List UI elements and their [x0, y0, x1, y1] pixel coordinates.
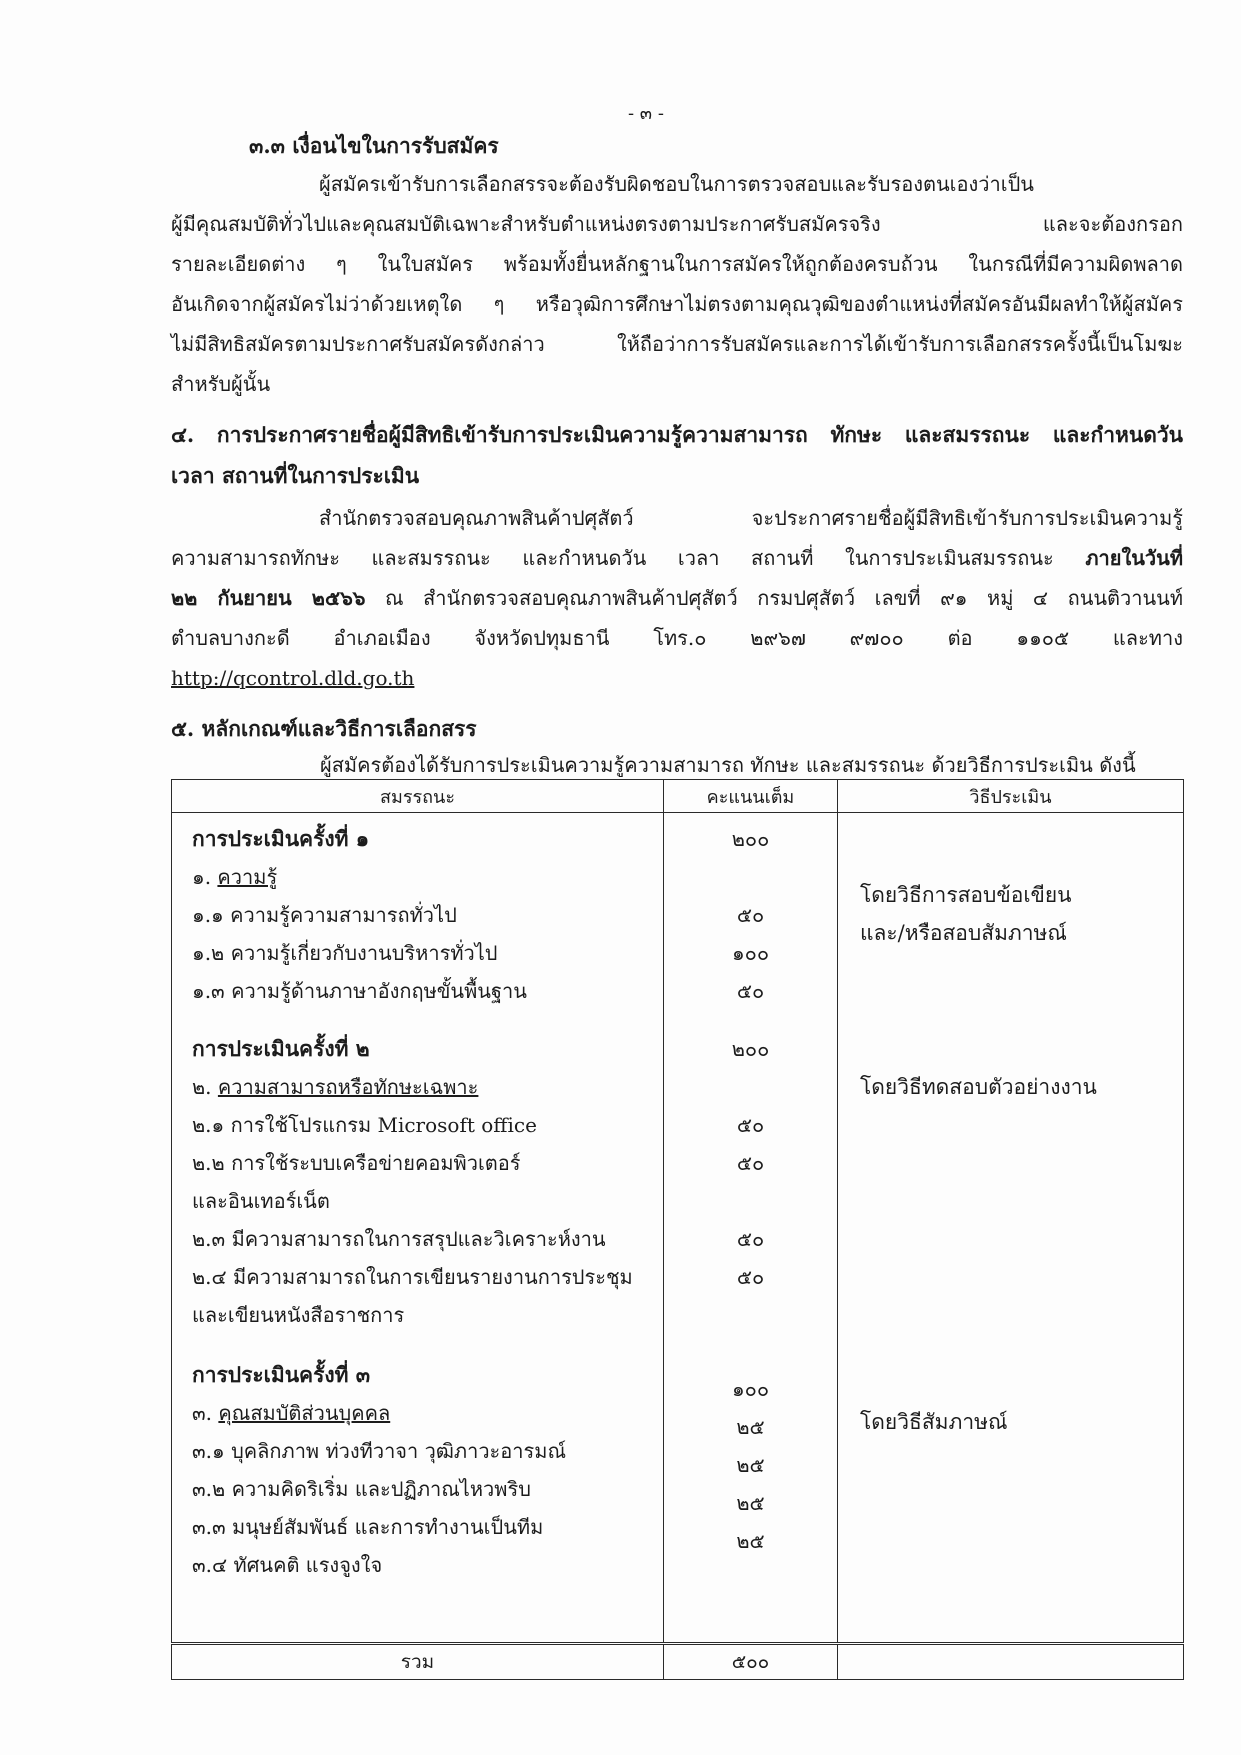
item-2-3-score: ๕๐ [736, 1227, 765, 1251]
paragraph-line: ผู้สมัครเข้ารับการเลือกสรรจะต้องรับผิดชอบในการตรวจสอบและรับรองตนเองว่าเป็น [319, 172, 1034, 196]
method-round-1: โดยวิธีการสอบข้อเขียน [860, 883, 1072, 907]
item-3-3: ๓.๓ มนุษย์สัมพันธ์ และการทำงานเป็นทีม [192, 1515, 544, 1539]
item-1-2-score: ๑๐๐ [731, 941, 770, 965]
competency-column [172, 813, 664, 1644]
paragraph-line [171, 578, 1183, 618]
paragraph-text: ความสามารถทักษะ และสมรรถนะ และกำหนดวัน เวลา สถานที่ ในการประเมินสมรรถนะ [171, 546, 1086, 570]
round-2-score: ๒๐๐ [731, 1037, 770, 1061]
item-3-2-score: ๒๕ [736, 1453, 765, 1477]
item-1-3-score: ๕๐ [736, 979, 765, 1003]
group-number: ๒. [192, 1075, 218, 1099]
table-header-row [172, 780, 1184, 813]
paragraph-line [171, 658, 1183, 698]
section-4-body [171, 498, 1183, 698]
method-round-3: โดยวิธีสัมภาษณ์ [860, 1410, 1008, 1434]
item-3-2: ๓.๒ ความคิดริเริ่ม และปฏิภาณไหวพริบ [192, 1477, 531, 1501]
item-2-2-score: ๕๐ [736, 1151, 765, 1175]
method-round-1-cont: และ/หรือสอบสัมภาษณ์ [860, 921, 1067, 945]
score-column [664, 813, 838, 1644]
item-3-4: ๓.๔ ทัศนคติ แรงจูงใจ [192, 1553, 383, 1577]
item-2-4: ๒.๔ มีความสามารถในการเขียนรายงานการประชุม [192, 1265, 633, 1289]
method-column [838, 813, 1184, 1644]
paragraph-line: รายละเอียดต่าง ๆ ในใบสมัคร พร้อมทั้งยื่นหลักฐานในการสมัครให้ถูกต้องครบถ้วน ในกรณีที่มีความผิดพลาด [171, 252, 1183, 276]
header-method: วิธีประเมิน [838, 780, 1184, 813]
section-5-intro: ผู้สมัครต้องได้รับการประเมินความรู้ความสามารถ ทักษะ และสมรรถนะ ด้วยวิธีการประเมิน ดังนี้ [320, 753, 1136, 777]
table-body-row [172, 813, 1184, 1644]
round-3-group [192, 1397, 390, 1429]
item-3-4-score: ๒๕ [736, 1529, 765, 1553]
method-round-2: โดยวิธีทดสอบตัวอย่างงาน [860, 1075, 1097, 1099]
paragraph-line [171, 538, 1183, 578]
paragraph-line: ตำบลบางกะดี อำเภอเมือง จังหวัดปทุมธานี โทร.๐ ๒๙๖๗ ๙๗๐๐ ต่อ ๑๑๐๕ และทาง [171, 626, 1183, 650]
item-3-1-score: ๒๕ [736, 1415, 765, 1439]
paragraph-line: ผู้มีคุณสมบัติทั่วไปและคุณสมบัติเฉพาะสำหรับตำแหน่งตรงตามประกาศรับสมัครจริง และจะต้องกรอก [171, 212, 1183, 236]
round-3-score: ๑๐๐ [731, 1377, 770, 1401]
item-1-1-score: ๕๐ [736, 903, 765, 927]
round-1-score: ๒๐๐ [731, 827, 770, 851]
item-1-1: ๑.๑ ความรู้ความสามารถทั่วไป [192, 903, 457, 927]
group-label: ความสามารถหรือทักษะเฉพาะ [217, 1075, 479, 1099]
paragraph-line: สำนักตรวจสอบคุณภาพสินค้าปศุสัตว์ จะประกาศรายชื่อผู้มีสิทธิเข้ารับการประเมินความรู้ [319, 506, 1183, 530]
item-2-1: ๒.๑ การใช้โปรแกรม Microsoft office [192, 1113, 537, 1137]
item-2-1-score: ๕๐ [736, 1113, 765, 1137]
section-5-heading: ๕. หลักเกณฑ์และวิธีการเลือกสรร [171, 716, 477, 741]
item-3-1: ๓.๑ บุคลิกภาพ ท่วงทีวาจา วุฒิภาวะอารมณ์ [192, 1439, 567, 1463]
total-method-empty [838, 1644, 1184, 1680]
page-number: - ๓ - [628, 103, 664, 124]
round-2-title: การประเมินครั้งที่ ๒ [192, 1036, 370, 1061]
group-number: ๑. [192, 865, 218, 889]
round-2-group [192, 1071, 478, 1103]
item-3-3-score: ๒๕ [736, 1491, 765, 1515]
header-competency: สมรรถนะ [172, 780, 664, 813]
section-4-heading-line2: เวลา สถานที่ในการประเมิน [171, 463, 420, 488]
item-2-2-cont: และอินเทอร์เน็ต [192, 1189, 330, 1213]
item-1-3: ๑.๓ ความรู้ด้านภาษาอังกฤษขั้นพื้นฐาน [192, 979, 527, 1003]
header-full-score: คะแนนเต็ม [664, 780, 838, 813]
round-1-title: การประเมินครั้งที่ ๑ [192, 826, 370, 851]
assessment-table [171, 779, 1184, 1680]
paragraph-line: สำหรับผู้นั้น [171, 372, 271, 396]
item-2-3: ๒.๓ มีความสามารถในการสรุปและวิเคราะห์งาน [192, 1227, 606, 1251]
paragraph-line: ไม่มีสิทธิสมัครตามประกาศรับสมัครดังกล่าว ให้ถือว่าการรับสมัครและการได้เข้ารับการเลือกสรรครั้งนี้เป็นโมฆะ [171, 332, 1183, 356]
paragraph-line: อันเกิดจากผู้สมัครไม่ว่าด้วยเหตุใด ๆ หรือวุฒิการศึกษาไม่ตรงตามคุณวุฒิของตำแหน่งที่สมัครอันมีผลทำให้ผู้สมัคร [171, 292, 1183, 316]
deadline-text: ภายในวันที่ [1085, 546, 1183, 570]
group-label: ความรู้ [217, 865, 278, 889]
item-1-2: ๑.๒ ความรู้เกี่ยวกับงานบริหารทั่วไป [192, 941, 498, 965]
website-link[interactable]: http://qcontrol.dld.go.th [171, 666, 415, 690]
round-3-title: การประเมินครั้งที่ ๓ [192, 1362, 371, 1387]
item-2-4-cont: และเขียนหนังสือราชการ [192, 1303, 405, 1327]
item-2-2: ๒.๒ การใช้ระบบเครือข่ายคอมพิวเตอร์ [192, 1151, 521, 1175]
section-3-3-heading: ๓.๓ เงื่อนไขในการรับสมัคร [249, 133, 499, 158]
section-4-heading-line1: ๔. การประกาศรายชื่อผู้มีสิทธิเข้ารับการประเมินความรู้ความสามารถ ทักษะ และสมรรถนะ และกำหนดวัน [171, 422, 1183, 447]
section-3-3-body [171, 164, 1183, 404]
group-number: ๓. [192, 1401, 219, 1425]
paragraph-text: ณ สำนักตรวจสอบคุณภาพสินค้าปศุสัตว์ กรมปศุสัตว์ เลขที่ ๙๑ หมู่ ๔ ถนนติวานนท์ [365, 586, 1184, 610]
total-row [172, 1644, 1184, 1680]
total-score: ๕๐๐ [664, 1644, 838, 1680]
deadline-date: ๒๒ กันยายน ๒๕๖๖ [171, 586, 366, 610]
round-1-group [192, 861, 277, 893]
item-2-4-score: ๕๐ [736, 1265, 765, 1289]
group-label: คุณสมบัติส่วนบุคคล [218, 1401, 391, 1425]
total-label: รวม [172, 1644, 664, 1680]
